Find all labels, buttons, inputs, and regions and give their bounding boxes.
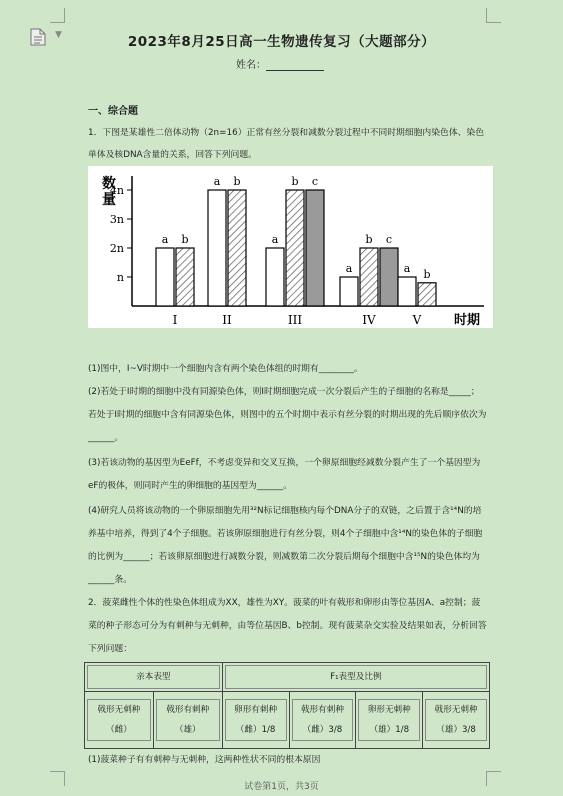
bar-c bbox=[380, 248, 398, 306]
question-1-sub1: (1)图中，Ⅰ~Ⅴ时期中一个细胞内含有两个染色体组的时期有________。 bbox=[88, 364, 363, 374]
y-axis-label: 量 bbox=[102, 192, 116, 208]
page-footer: 试卷第1页，共3页 bbox=[244, 782, 319, 792]
table-cell: 戟形无刺种（雄）3/8 bbox=[423, 692, 490, 749]
y-tick-label: 2n bbox=[109, 242, 124, 255]
x-tick-label: I bbox=[172, 313, 178, 327]
table-cell: 戟形有刺种（雌）3/8 bbox=[289, 692, 356, 749]
x-tick-label: III bbox=[287, 313, 303, 327]
x-tick-label: IV bbox=[362, 313, 376, 327]
section-title: 一、综合题 bbox=[88, 106, 138, 117]
bar-label: a bbox=[213, 175, 221, 188]
question-1-sub4: (4)研究人员将该动物的一个卵原细胞先用³²N标记细胞核内每个DNA分子的双链，之后置于含¹⁴N的培养基中培养，得到了4个子细胞。若该卵原细胞进行有丝分裂，则4个子细胞中含¹⁴N的染色体的子细胞的比例为______；若该卵原细胞进行减数分裂，则减数第二次分裂后期每个细胞中含¹⁵N的染色体均为______条。 bbox=[88, 506, 483, 585]
bar-b bbox=[286, 190, 304, 306]
name-field bbox=[236, 56, 324, 71]
y-tick-label: 3n bbox=[109, 213, 124, 226]
bar-a bbox=[398, 277, 416, 306]
table-cell: 卵形有刺种（雌）1/8 bbox=[222, 692, 289, 749]
bar-label: a bbox=[161, 233, 169, 246]
table-header-parent: 亲本表型 bbox=[85, 663, 223, 692]
question-1-stem: 1．下图是某雄性二倍体动物（2n=16）正常有丝分裂和减数分裂过程中不同时期细胞内染色体、染色单体及核DNA含量的关系，回答下列问题。 bbox=[88, 128, 485, 160]
bar-chart bbox=[88, 166, 493, 328]
x-tick-label: II bbox=[222, 313, 232, 327]
bar-label: c bbox=[385, 233, 393, 246]
bar-label: b bbox=[423, 267, 431, 281]
bar-c bbox=[306, 190, 324, 306]
question-1-sub3: (3)若该动物的基因型为EeFf，不考虑变异和交叉互换，一个卵原细胞经减数分裂产生了一个基因型为eF的极体，则同时产生的卵细胞的基因型为______。 bbox=[88, 458, 481, 491]
bar-a bbox=[156, 248, 174, 306]
bar-label: a bbox=[403, 262, 411, 275]
table-cell: 戟形无刺种（雌） bbox=[85, 692, 154, 749]
bar-label: b bbox=[291, 175, 299, 188]
x-tick-label: V bbox=[412, 313, 422, 327]
bar-label: a bbox=[271, 233, 279, 246]
page-title: 2023年8月25日高一生物遗传复习（大题部分） bbox=[127, 34, 436, 50]
table-cell: 卵形无刺种（雄）1/8 bbox=[356, 692, 423, 749]
y-tick-label: 4n bbox=[109, 184, 124, 197]
bar-label: b bbox=[365, 233, 373, 246]
bar-label: b bbox=[233, 175, 241, 188]
corner-mark bbox=[50, 8, 65, 23]
table-cell: 戟形有刺种（雄） bbox=[153, 692, 222, 749]
chevron-down-icon[interactable]: ▼ bbox=[55, 30, 62, 40]
bar-b bbox=[418, 283, 436, 306]
name-label: 姓名： bbox=[236, 60, 266, 71]
question-2-stem: 2．菠菜雌性个体的性染色体组成为XX，雄性为XY。菠菜的叶有戟形和卵形由等位基因A、a控制；菠菜的种子形态可分为有刺种与无刺种，由等位基因B、b控制。现有菠菜杂交实验及结果如表，分析回答下列问题： bbox=[88, 598, 487, 654]
bar-a bbox=[340, 277, 358, 306]
bar-b bbox=[228, 190, 246, 306]
question-1-sub2: (2)若处于Ⅰ时期的细胞中没有同源染色体，则Ⅰ时期细胞完成一次分裂后产生的子细胞的名称是_____；若处于Ⅰ时期的细胞中含有同源染色体，则图中的五个时期中表示有丝分裂的时期出现的先后顺序依次为______。 bbox=[88, 387, 487, 443]
bar-label: c bbox=[311, 175, 319, 188]
y-axis-label: 数 bbox=[102, 176, 116, 192]
bar-a bbox=[208, 190, 226, 306]
table-header-f1: F₁表型及比例 bbox=[222, 663, 489, 692]
bar-a bbox=[266, 248, 284, 306]
bar-b bbox=[360, 248, 378, 306]
bar-label: b bbox=[181, 233, 189, 246]
bar-b bbox=[176, 248, 194, 306]
corner-mark bbox=[486, 8, 501, 23]
name-blank[interactable] bbox=[266, 60, 324, 71]
question-2-sub1: (1)菠菜种子有有刺种与无刺种，这两种性状不同的根本原因 bbox=[88, 755, 321, 765]
x-axis-label: 时期 bbox=[454, 313, 481, 328]
y-tick-label: n bbox=[116, 271, 124, 284]
cross-table bbox=[84, 662, 490, 749]
bar-label: a bbox=[345, 262, 353, 275]
